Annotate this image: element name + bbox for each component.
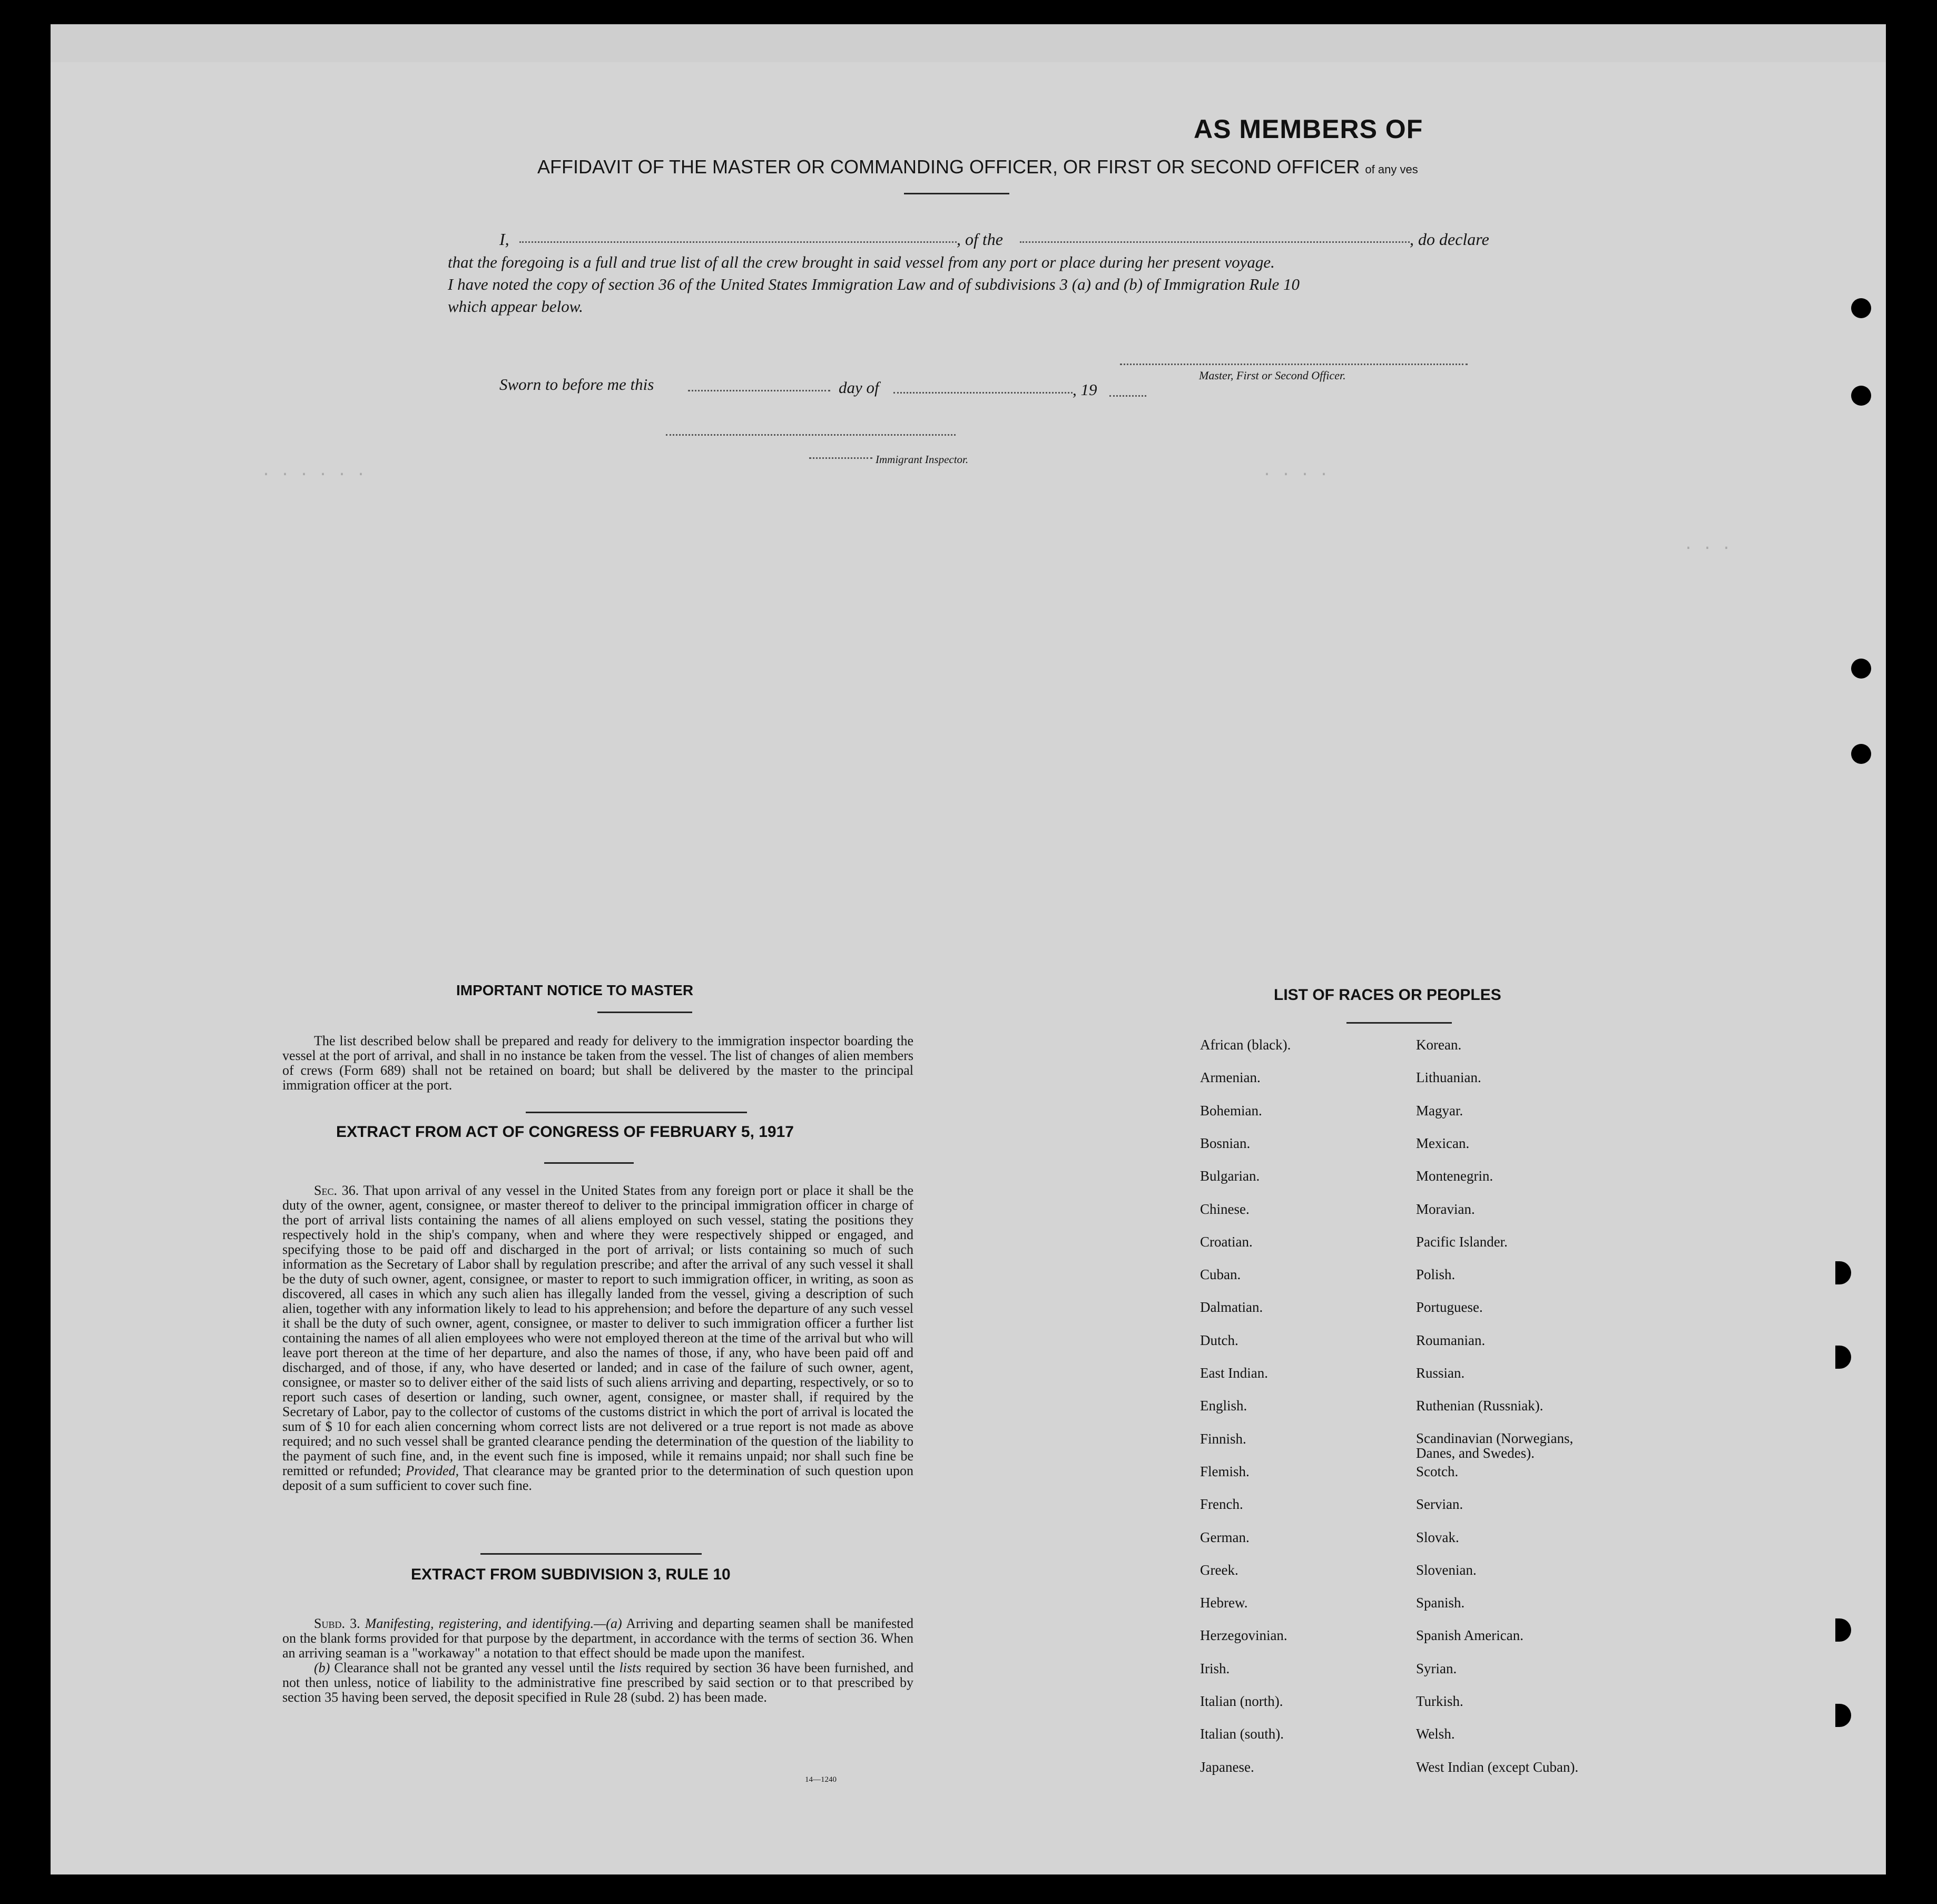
affidavit-title-text: AFFIDAVIT OF THE MASTER OR COMMANDING OFFICER, OR FIRST OR SECOND OFFICER <box>537 156 1360 178</box>
header-fragment: AS MEMBERS OF <box>1194 114 1423 144</box>
race-item: Cuban. <box>1200 1267 1241 1282</box>
binder-hole <box>1851 298 1871 318</box>
race-item: Croatian. <box>1200 1234 1253 1250</box>
race-item: English. <box>1200 1398 1247 1414</box>
race-item: Herzegovinian. <box>1200 1627 1287 1643</box>
notice-body: The list described below shall be prepared and ready for delivery to the immigration inspector boarding the vessel at the port of arrival, and shall in no instance be taken from the vessel. The list of changes of alien members of crews (Form 689) shall not be retained on board; but shall be delivered by the master to the principal immigration officer at the port. <box>282 1033 913 1093</box>
race-item: Roumanian. <box>1416 1332 1486 1348</box>
race-item: Polish. <box>1416 1267 1456 1282</box>
race-item: Spanish. <box>1416 1595 1465 1611</box>
binder-hole <box>1835 1261 1851 1284</box>
race-item: Slovak. <box>1416 1529 1459 1545</box>
act-section-label: Sec. 36. <box>314 1183 359 1198</box>
act-section-body: That upon arrival of any vessel in the United States from any foreign port or place it shall be the duty of the owner, agent, consignee, or master thereof to deliver to the principal immigration officer in charge of the port of arrival lists containing the names of all aliens employed on such vessel, stating the positions they respectively hold in the ship's company, when and where they were respectively shipped or engaged, and specifying those to be paid off and discharged in the port of arrival; or lists containing so much of such information as the Secretary of Labor shall by regulation prescribe; and after the arrival of any such vessel it shall be the duty of such owner, agent, consignee, or master to report to such immigration officer, in writing, as soon as discovered, all cases in which any such alien has illegally landed from the vessel, giving a description of such alien, together with any information likely to lead to his apprehension; and before the departure of any such vessel it shall be the duty of such owner, agent, consignee, or master to deliver to such immigration officer a further list containing the names of all alien employees who were not employed thereon at the time of the arrival but who will leave port thereon at the time of her departure, and also the names of those, if any, who have been paid off and discharged, and of those, if any, who have deserted or landed; and in case of the failure of such owner, agent, consignee, or master so to deliver either of the said lists of such aliens arriving and departing, respectively, or so to report such cases of desertion or landing, such owner, agent, consignee, or master shall, if required by the Secretary of Labor, pay to the collector of customs of the customs district in which the port of arrival is located the sum of $ 10 for each alien concerning whom correct lists are not delivered or a true report is not made as above required; and no such vessel shall be granted clearance pending the determination of the question of the liability to the payment of such fine, and, in the event such fine is imposed, while it remains unpaid; nor shall such fine be remitted or refunded; <box>282 1183 914 1478</box>
subdivision-heading: Manifesting, registering, and identifying.—(a) <box>365 1616 622 1631</box>
race-item: Mexican. <box>1416 1135 1470 1151</box>
race-item: Lithuanian. <box>1416 1069 1481 1085</box>
bleed-through-text: . . . . . . <box>261 463 366 480</box>
subdivision-body <box>282 1616 913 1705</box>
race-item: Russian. <box>1416 1365 1465 1381</box>
races-title-underline <box>1346 1022 1452 1024</box>
race-item: Dutch. <box>1200 1332 1238 1348</box>
race-item: Ruthenian (Russniak). <box>1416 1398 1543 1414</box>
declaration-line-2: that the foregoing is a full and true list of all the crew brought in said vessel from any port or place during her present voyage. <box>448 253 1275 271</box>
name-blank <box>519 241 957 243</box>
race-item: Portuguese. <box>1416 1299 1483 1315</box>
binder-hole <box>1835 1618 1851 1642</box>
race-item: German. <box>1200 1529 1250 1545</box>
race-item: Italian (south). <box>1200 1726 1284 1742</box>
notice-title: IMPORTANT NOTICE TO MASTER <box>456 982 694 998</box>
bleed-through-text: . . . <box>1684 536 1732 554</box>
race-item: West Indian (except Cuban). <box>1416 1759 1579 1775</box>
declaration-of-the: , of the <box>957 230 1003 249</box>
subdivision-paragraph-a: Arriving and departing seamen shall be manifested on the blank forms provided for that purpose by the department, in accordance with the terms of section 36. When an arriving seaman is a "workaway" a notation to that effect should be made upon the manifest. <box>282 1616 914 1661</box>
act-title-underline <box>544 1162 634 1164</box>
subdivision-title: EXTRACT FROM SUBDIVISION 3, RULE 10 <box>411 1566 731 1583</box>
form-page <box>51 62 1886 1874</box>
binder-hole <box>1851 744 1871 764</box>
sworn-year-blank <box>1109 395 1146 397</box>
act-section-36 <box>282 1183 913 1493</box>
race-item: Turkish. <box>1416 1693 1463 1709</box>
race-item: Slovenian. <box>1416 1562 1477 1578</box>
subdivision-b-text-1: Clearance shall not be granted any vessel until the <box>334 1660 615 1675</box>
race-item: Hebrew. <box>1200 1595 1248 1611</box>
vessel-blank <box>1020 241 1410 243</box>
act-provided-body: That clearance may be granted prior to the determination of such question upon deposit of a sum sufficient to cover such fine. <box>282 1463 914 1493</box>
affidavit-title-cut: of any ves <box>1365 163 1418 176</box>
binder-hole <box>1851 386 1871 406</box>
binder-hole <box>1851 659 1871 679</box>
race-item: French. <box>1200 1496 1243 1512</box>
race-item: Scotch. <box>1416 1464 1459 1479</box>
declaration-do-declare: , do declare <box>1410 230 1489 249</box>
act-provided-label: Provided, <box>406 1463 459 1478</box>
title-underline <box>904 193 1009 194</box>
race-item: Korean. <box>1416 1037 1462 1053</box>
sworn-year-label: , 19 <box>1073 380 1097 399</box>
subdivision-top-rule <box>480 1553 702 1555</box>
race-item: Moravian. <box>1416 1201 1475 1217</box>
declaration-line-3: I have noted the copy of section 36 of the United States Immigration Law and of subdivisions 3 (a) and (b) of Immigration Rule 10 <box>448 275 1300 293</box>
race-item: Welsh. <box>1416 1726 1455 1742</box>
sworn-day-blank <box>688 390 830 391</box>
race-item: Syrian. <box>1416 1661 1457 1676</box>
race-item: Chinese. <box>1200 1201 1250 1217</box>
race-item: Greek. <box>1200 1562 1238 1578</box>
inspector-short-line <box>809 457 872 459</box>
race-item: African (black). <box>1200 1037 1291 1053</box>
race-item: Magyar. <box>1416 1103 1463 1118</box>
sworn-day-label: day of <box>839 378 879 397</box>
race-item: Dalmatian. <box>1200 1299 1263 1315</box>
race-item: Bosnian. <box>1200 1135 1251 1151</box>
race-item: Irish. <box>1200 1661 1230 1676</box>
race-item: Finnish. <box>1200 1431 1246 1447</box>
sworn-prefix: Sworn to before me this <box>499 375 654 394</box>
signature-label: Master, First or Second Officer. <box>1199 369 1346 382</box>
race-item: Bohemian. <box>1200 1103 1262 1118</box>
binder-hole <box>1835 1704 1851 1727</box>
race-item: Pacific Islander. <box>1416 1234 1508 1250</box>
inspector-signature-line <box>666 434 956 436</box>
act-top-rule <box>526 1112 747 1113</box>
subdivision-b-lists: lists <box>619 1660 642 1675</box>
subdivision-label: Subd. 3. <box>314 1616 360 1631</box>
act-title: EXTRACT FROM ACT OF CONGRESS OF FEBRUARY 5, 1917 <box>336 1123 794 1141</box>
subdivision-b-text-2: required by section 36 have been furnished, and not then unless, notice of liability to the administrative fine prescribed by said section or to that prescribed by section 35 having been served, the deposit specified in Rule 28 (subd. 2) has been made. <box>282 1660 914 1705</box>
declaration-i: I, <box>499 230 509 249</box>
race-item: Japanese. <box>1200 1759 1254 1775</box>
race-item: Bulgarian. <box>1200 1168 1260 1184</box>
bleed-through-text: . . . . <box>1262 463 1329 480</box>
master-signature-line <box>1120 364 1468 365</box>
race-item: Flemish. <box>1200 1464 1250 1479</box>
races-title: LIST OF RACES OR PEOPLES <box>1274 986 1501 1004</box>
race-item: East Indian. <box>1200 1365 1268 1381</box>
race-item: Scandinavian (Norwegians, Danes, and Swedes). <box>1416 1430 1574 1461</box>
sworn-month-blank <box>893 392 1073 394</box>
race-item: Montenegrin. <box>1416 1168 1493 1184</box>
notice-title-underline <box>597 1012 692 1013</box>
subdivision-b-label: (b) <box>314 1660 330 1675</box>
race-item: Italian (north). <box>1200 1693 1283 1709</box>
binder-hole <box>1835 1346 1851 1369</box>
form-number: 14—1240 <box>805 1775 837 1784</box>
affidavit-title <box>537 156 1418 178</box>
declaration-line-4: which appear below. <box>448 297 583 316</box>
race-item: Armenian. <box>1200 1069 1261 1085</box>
race-item: Spanish American. <box>1416 1627 1523 1643</box>
inspector-label: Immigrant Inspector. <box>876 453 969 466</box>
race-item: Servian. <box>1416 1496 1463 1512</box>
